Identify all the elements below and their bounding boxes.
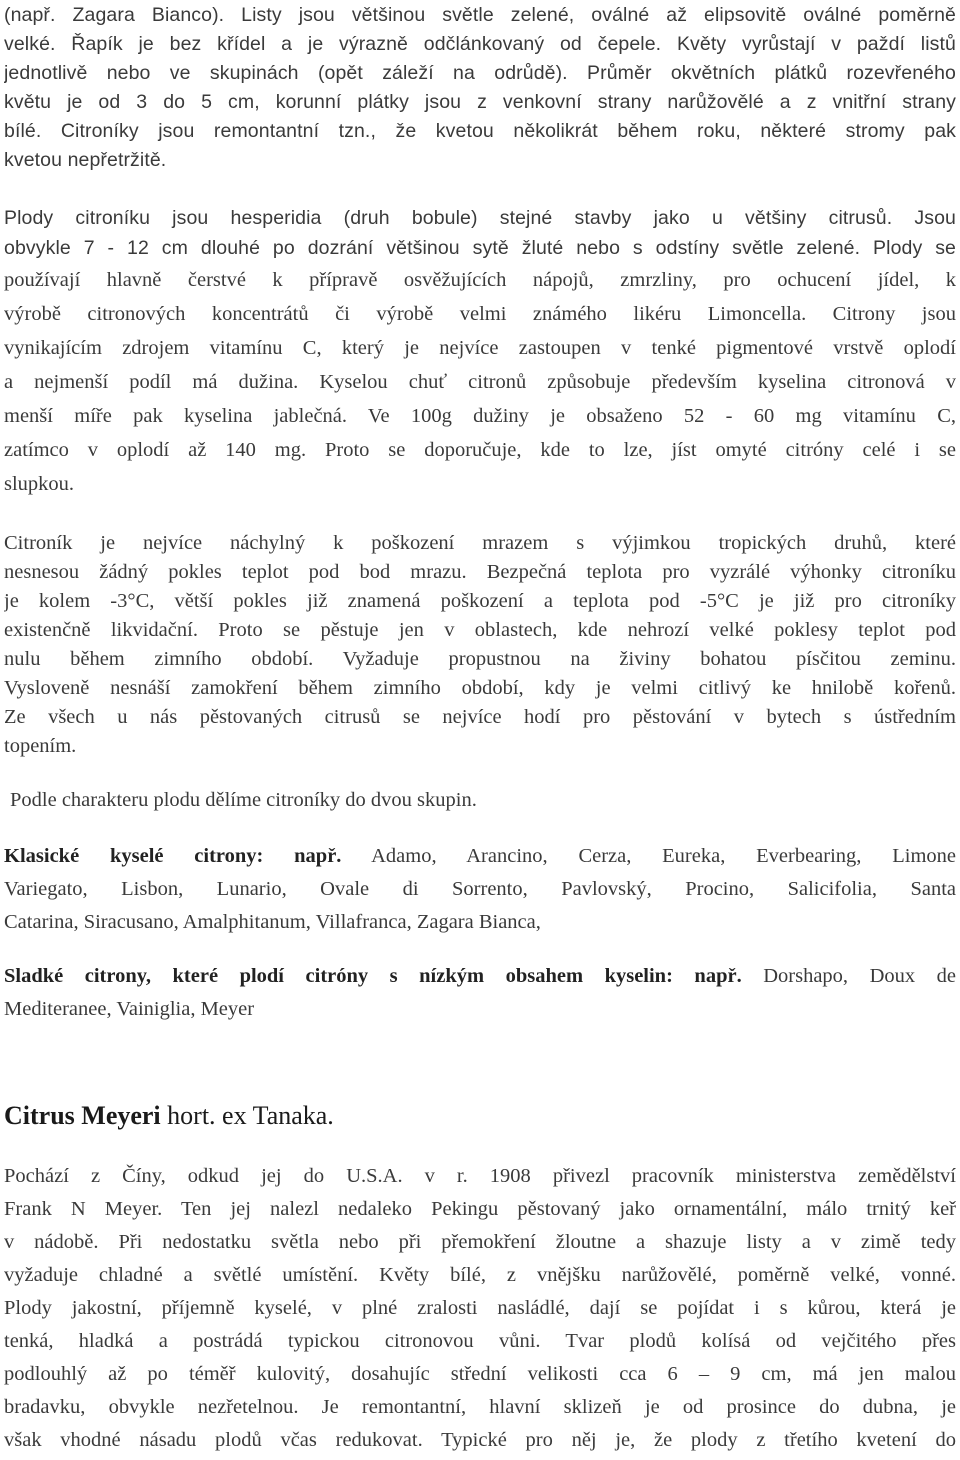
text-line: nesnesou žádný pokles teplot pod bod mrazu. Bezpečná teplota pro vyzrálé výhonky citroníku xyxy=(4,561,956,583)
species-author: hort. ex Tanaka. xyxy=(160,1101,334,1130)
species-heading-block xyxy=(4,1101,956,1131)
text-line: vyžaduje chladné a světlé umístění. Květy bílé, z vnějšku narůžovělé, poměrně velké, vonné. xyxy=(4,1264,956,1286)
intro-paragraph xyxy=(4,1,956,175)
sour-lemons-paragraph xyxy=(4,840,956,939)
text-line xyxy=(4,840,956,873)
text-line: Ze všech u nás pěstovaných citrusů se nejvíce hodí pro pěstování v bytech s ústředním xyxy=(4,706,956,728)
text-line: vynikajícím zdrojem vitamínu C, který je nejvíce zastoupen v tenké pigmentové vrstvě oplodí xyxy=(4,337,956,359)
text-line: bílé. Citroníky jsou remontantní tzn., že kvetou několikrát během roku, některé stromy pak xyxy=(4,120,956,142)
text-line: jednotlivě nebo ve skupinách (opět záleží na odrůdě). Průměr okvětních plátků rozevřeného xyxy=(4,62,956,84)
text-line: nulu během zimního období. Vyžaduje propustnou na živiny bohatou písčitou zeminu. xyxy=(4,648,956,670)
species-heading xyxy=(4,1101,956,1131)
text-line: menší míře pak kyselina jablečná. Ve 100g dužiny je obsaženo 52 - 60 mg vitamínu C, xyxy=(4,405,956,427)
text-line: Vysloveně nesnáší zamokření během zimního období, kdy je velmi citlivý ke hnilobě kořenů. xyxy=(4,677,956,699)
sour-lemons-varieties: Adamo, Arancino, Cerza, Eureka, Everbearing, Limone xyxy=(341,845,956,867)
text-line: bradavku, obvykle nezřetelnou. Je remontantní, hlavní sklizeň je od prosince do dubna, je xyxy=(4,1396,956,1418)
text-line: Citroník je nejvíce náchylný k poškození mrazem s výjimkou tropických druhů, které xyxy=(4,532,956,554)
text-line: výrobě citronových koncentrátů či výrobě velmi známého likéru Limoncella. Citrony jsou xyxy=(4,303,956,325)
text-line: obvykle 7 - 12 cm dlouhé po dozrání většinou sytě žluté nebo s odstíny světle zelené. Plody se xyxy=(4,237,956,259)
sour-lemons-label: Klasické kyselé citrony: např. xyxy=(4,845,342,867)
sweet-lemons-label: Sladké citrony, které plodí citróny s nízkým obsahem kyselin: např. xyxy=(4,965,742,987)
text-line: Pochází z Číny, odkud jej do U.S.A. v r. 1908 přivezl pracovník ministerstva zemědělství xyxy=(4,1165,956,1187)
text-line: Catarina, Siracusano, Amalphitanum, Villafranca, Zagara Bianca, xyxy=(4,911,541,933)
frost-paragraph xyxy=(4,529,956,761)
sweet-lemons-varieties: Dorshapo, Doux de xyxy=(741,965,956,987)
text-line: v nádobě. Při nedostatku světla nebo při přemokření žloutne a shazuje listy a v zimě tedy xyxy=(4,1231,956,1253)
text-line: Variegato, Lisbon, Lunario, Ovale di Sorrento, Pavlovský, Procino, Salicifolia, Santa xyxy=(4,878,956,900)
text-line: květu je od 3 do 5 cm, korunní plátky jsou z venkovní strany narůžovělé a z vnitřní strany xyxy=(4,91,956,113)
text-line: topením. xyxy=(4,735,77,757)
division-paragraph xyxy=(4,786,956,815)
text-line: zatímco v oplodí až 140 mg. Proto se doporučuje, kde to lze, jíst omyté citróny celé i se xyxy=(4,439,956,461)
text-line: však vhodné násadu plodů včas redukovat. Typické pro něj je, že plody z třetího kvetení do xyxy=(4,1429,956,1451)
meyer-paragraph xyxy=(4,1160,956,1457)
text-line: velké. Řapík je bez křídel a je výrazně odčlánkovaný od čepele. Květy vyrůstají v paždí listů xyxy=(4,33,956,55)
division-text: Podle charakteru plodu dělíme citroníky do dvou skupin. xyxy=(10,789,477,811)
text-line: podlouhlý až po téměř kulovitý, dosahujíc střední velikosti cca 6 – 9 cm, má jen malou xyxy=(4,1363,956,1385)
text-line: kvetou nepřetržitě. xyxy=(4,149,167,171)
text-line: tenká, hladká a postrádá typickou citronovou vůni. Tvar plodů kolísá od vejčitého přes xyxy=(4,1330,956,1352)
text-line: a nejmenší podíl má dužina. Kyselou chuť citronů způsobuje především kyselina citronová v xyxy=(4,371,956,393)
text-line xyxy=(4,960,956,993)
text-line: Plody jakostní, příjemně kyselé, v plné zralosti nasládlé, dají se pojídat i s kůrou, která je xyxy=(4,1297,956,1319)
text-line: Plody citroníku jsou hesperidia (druh bobule) stejné stavby jako u většiny citrusů. Jsou xyxy=(4,207,956,229)
text-line: (např. Zagara Bianco). Listy jsou většinou světle zelené, oválné až elipsovitě oválné poměrně xyxy=(4,4,956,26)
text-line: existenčně likvidační. Proto se pěstuje jen v oblastech, kde nehrozí velké poklesy teplot pod xyxy=(4,619,956,641)
text-line: Frank N Meyer. Ten jej nalezl nedaleko Pekingu pěstovaný jako ornamentální, málo trnitý keř xyxy=(4,1198,956,1220)
sweet-lemons-paragraph xyxy=(4,960,956,1026)
fruit-paragraph xyxy=(4,203,956,501)
text-line: Mediteranee, Vainiglia, Meyer xyxy=(4,998,255,1020)
text-line: je kolem -3°C, větší pokles již znamená poškození a teplota pod -5°C je již pro citroníky xyxy=(4,590,956,612)
species-name: Citrus Meyeri xyxy=(4,1101,161,1130)
text-line: slupkou. xyxy=(4,473,75,495)
text-line: používají hlavně čerstvé k přípravě osvěžujících nápojů, zmrzliny, pro ochucení jídel, k xyxy=(4,269,956,291)
